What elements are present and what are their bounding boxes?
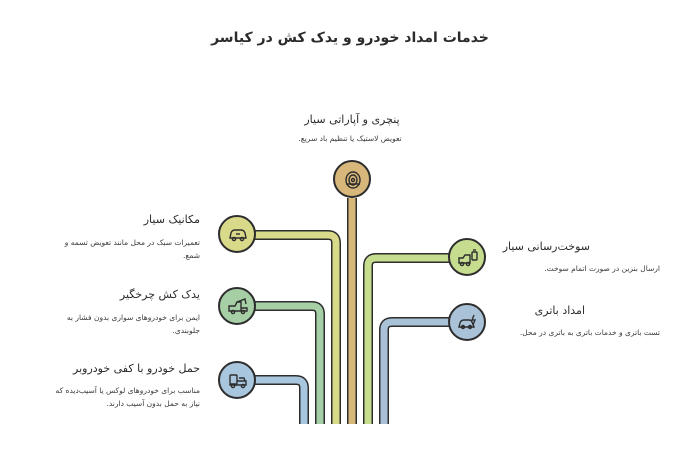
fuel-title: سوخت‌رسانی سیار bbox=[502, 240, 590, 253]
fuel-desc: ارسال بنزین در صورت اتمام سوخت. bbox=[544, 264, 660, 273]
tire-icon bbox=[342, 169, 364, 191]
battery-desc: تست باتری و خدمات باتری به باتری در محل. bbox=[519, 328, 660, 337]
diagram-title: خدمات امداد خودرو و یدک کش در کیاسر bbox=[211, 30, 489, 46]
mechanic-title: مکانیک سیار bbox=[143, 213, 200, 226]
node-mechanic bbox=[218, 215, 256, 253]
puncture-title: پنچری و آپاراتی سیار bbox=[304, 113, 400, 126]
flatbed-truck-icon bbox=[227, 370, 249, 392]
battery-title: امداد باتری bbox=[534, 304, 585, 317]
flatbed-desc: مناسب برای خودروهای لوکس یا آسیب‌دیده که نیاز به حمل بدون آسیب دارند. bbox=[55, 386, 200, 408]
node-tow bbox=[218, 287, 256, 325]
node-puncture bbox=[333, 160, 371, 198]
tow-desc: ایمن برای خودروهای سواری بدون فشار به جلوبندی. bbox=[66, 313, 200, 335]
flatbed-title: حمل خودرو با کفی خودروبر bbox=[73, 362, 200, 375]
car-battery-icon bbox=[457, 312, 479, 334]
tow-title: یدک کش چرخگیر bbox=[119, 288, 200, 301]
car-repair-icon bbox=[227, 224, 249, 246]
node-battery bbox=[448, 303, 486, 341]
node-fuel bbox=[448, 238, 486, 276]
node-flatbed bbox=[218, 361, 256, 399]
mechanic-desc: تعمیرات سبک در محل مانند تعویض تسمه و شمع. bbox=[64, 238, 200, 260]
puncture-desc: تعویض لاستیک یا تنظیم باد سریع. bbox=[298, 134, 402, 143]
fuel-delivery-icon bbox=[457, 247, 479, 269]
tow-truck-icon bbox=[227, 296, 249, 318]
